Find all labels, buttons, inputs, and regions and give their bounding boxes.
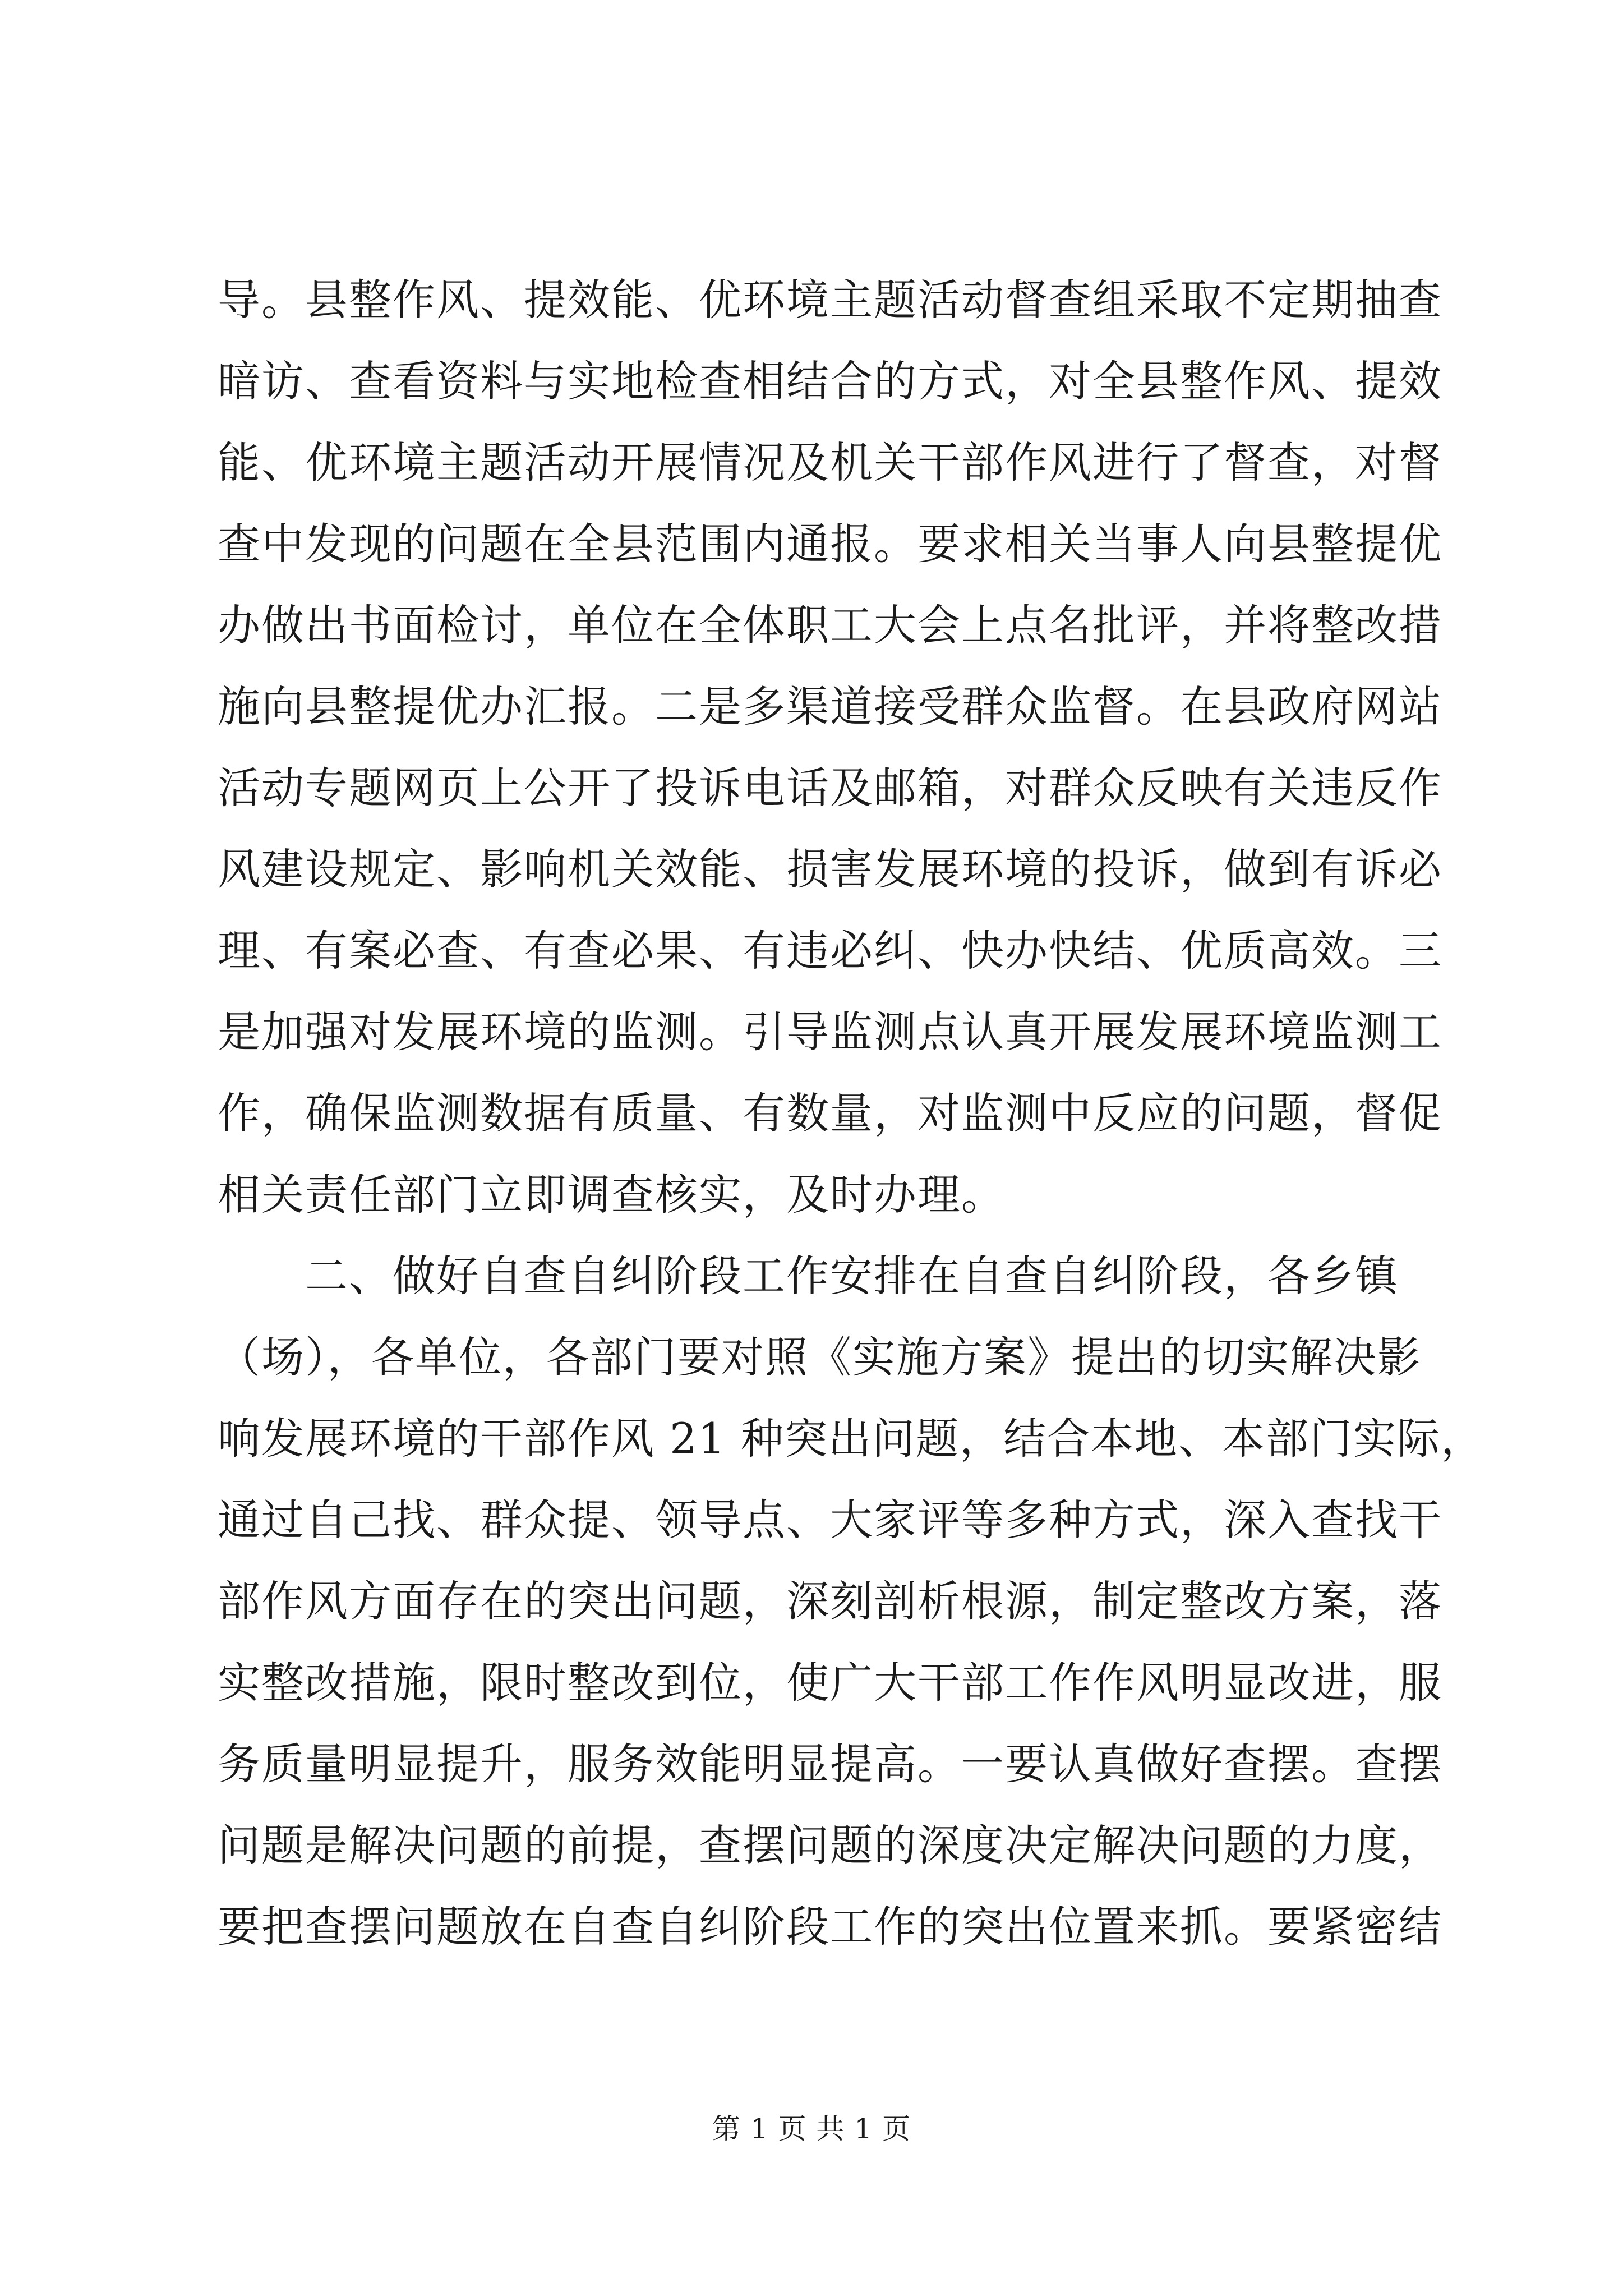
text-line-9: 理、有案必查、有查必果、有违必纠、快办快结、优质高效。三 [218,926,1442,976]
text-line-15: 响发展环境的干部作风 21 种突出问题，结合本地、本部门实际， [218,1414,1485,1464]
text-line-2: 暗访、查看资料与实地检查相结合的方式，对全县整作风、提效 [218,356,1442,406]
text-line-1: 导。县整作风、提效能、优环境主题活动督查组采取不定期抽查 [218,275,1442,325]
text-line-12: 相关责任部门立即调查核实，及时办理。 [218,1170,1005,1220]
text-line-10: 是加强对发展环境的监测。引导监测点认真开展发展环境监测工 [218,1007,1442,1057]
text-line-7: 活动专题网页上公开了投诉电话及邮箱，对群众反映有关违反作 [218,763,1442,813]
text-line-20: 问题是解决问题的前提，查摆问题的深度决定解决问题的力度， [218,1820,1442,1870]
text-line-21: 要把查摆问题放在自查自纠阶段工作的突出位置来抓。要紧密结 [218,1902,1442,1952]
text-line-18: 实整改措施，限时整改到位，使广大干部工作作风明显改进，服 [218,1658,1442,1708]
page-footer: 第 1 页 共 1 页 [712,2113,911,2145]
text-line-5: 办做出书面检讨，单位在全体职工大会上点名批评，并将整改措 [218,600,1442,650]
text-line-3: 能、优环境主题活动开展情况及机关干部作风进行了督查，对督 [218,438,1442,487]
text-line-13: 二、做好自查自纠阶段工作安排在自查自纠阶段，各乡镇 [218,1251,1399,1301]
text-line-19: 务质量明显提升，服务效能明显提高。一要认真做好查摆。查摆 [218,1739,1442,1789]
text-line-8: 风建设规定、影响机关效能、损害发展环境的投诉，做到有诉必 [218,844,1442,894]
text-line-11: 作，确保监测数据有质量、有数量，对监测中反应的问题，督促 [218,1088,1442,1138]
text-line-4: 查中发现的问题在全县范围内通报。要求相关当事人向县整提优 [218,519,1442,569]
text-line-16: 通过自己找、群众提、领导点、大家评等多种方式，深入查找干 [218,1495,1442,1545]
body-text [218,259,1485,1967]
text-line-6: 施向县整提优办汇报。二是多渠道接受群众监督。在县政府网站 [218,682,1442,731]
text-line-17: 部作风方面存在的突出问题，深刻剖析根源，制定整改方案，落 [218,1576,1442,1626]
text-line-14: （场），各单位，各部门要对照《实施方案》提出的切实解决影 [218,1332,1421,1382]
